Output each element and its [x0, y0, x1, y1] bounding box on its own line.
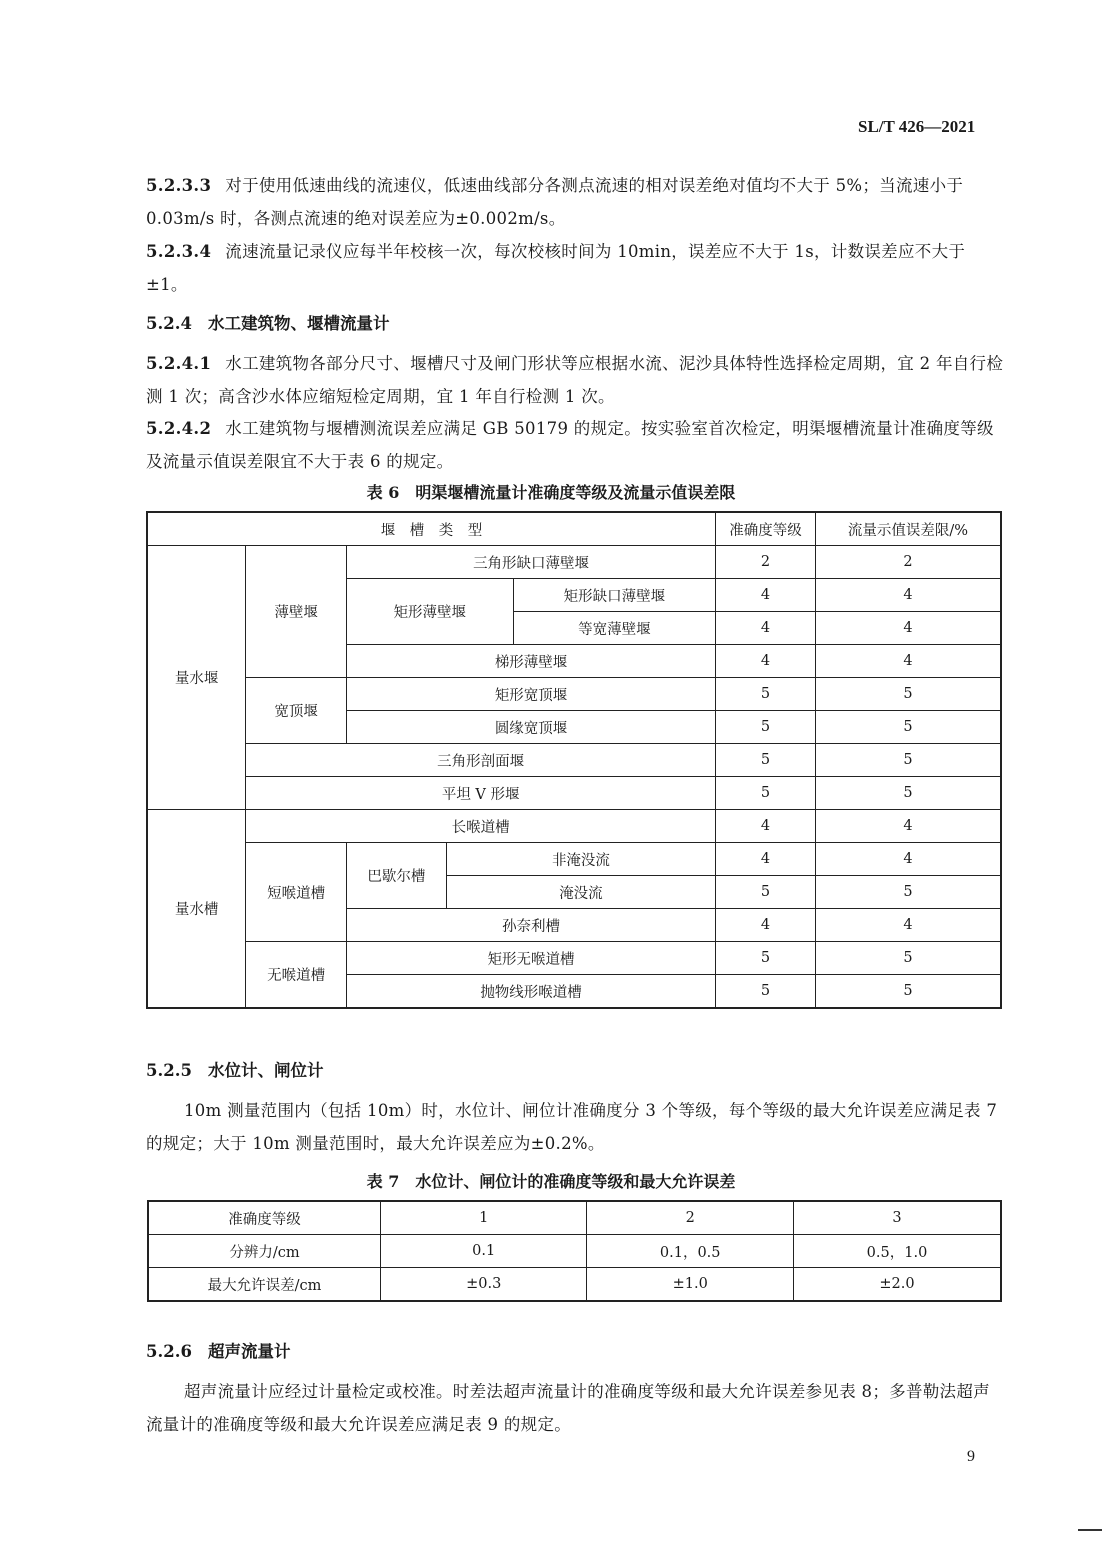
clause-5-2-4-1 — [146, 347, 1004, 413]
clause-text: 对于使用低速曲线的流速仪，低速曲线部分各测点流速的相对误差绝对值均不大于 5%；当流速小于 0.03m/s 时，各测点流速的绝对误差应为±0.002m/s。 — [146, 176, 964, 228]
group-thin: 薄壁堰 — [246, 546, 347, 678]
row-name: 矩形无喉道槽 — [347, 942, 716, 975]
cell: ±0.3 — [380, 1268, 587, 1302]
row-name: 孙奈利槽 — [347, 909, 716, 942]
row-grade: 4 — [716, 645, 816, 678]
row-limit: 5 — [815, 678, 1001, 711]
group-weir: 量水堰 — [147, 546, 246, 810]
row-label: 最大允许误差/cm — [148, 1268, 380, 1302]
cell: 0.1 — [380, 1235, 587, 1268]
row-name: 矩形缺口薄壁堰 — [513, 579, 715, 612]
row-grade: 5 — [716, 711, 816, 744]
row-name: 梯形薄壁堰 — [347, 645, 716, 678]
row-limit: 5 — [815, 876, 1001, 909]
table-row — [147, 942, 1001, 975]
section-heading-5-2-4 — [146, 310, 389, 334]
row-limit: 5 — [815, 744, 1001, 777]
group-flume: 量水槽 — [147, 810, 246, 1009]
cell: 0.5，1.0 — [793, 1235, 1001, 1268]
clause-5-2-4-2 — [146, 412, 1004, 478]
row-grade: 4 — [716, 579, 816, 612]
row-grade: 5 — [716, 975, 816, 1009]
row-label: 分辨力/cm — [148, 1235, 380, 1268]
row-limit: 4 — [815, 612, 1001, 645]
standard-code: SL/T 426—2021 — [858, 117, 976, 136]
clause-5-2-3-4 — [146, 235, 1004, 301]
row-grade: 5 — [716, 942, 816, 975]
clause-text: 水工建筑物与堰槽测流误差应满足 GB 50179 的规定。按实验室首次检定，明渠堰槽流量计准确度等级及流量示值误差限宜不大于表 6 的规定。 — [146, 419, 994, 471]
row-name: 平坦 V 形堰 — [246, 777, 716, 810]
table-row — [147, 744, 1001, 777]
table-row — [147, 546, 1001, 579]
clause-number: 5.2.4.1 — [146, 354, 212, 373]
row-limit: 4 — [815, 909, 1001, 942]
row-name: 圆缘宽顶堰 — [347, 711, 716, 744]
row-name: 三角形缺口薄壁堰 — [347, 546, 716, 579]
header-type: 堰 槽 类 型 — [147, 512, 716, 546]
table-row — [147, 678, 1001, 711]
row-grade: 4 — [716, 909, 816, 942]
clause-5-2-3-3 — [146, 169, 1004, 235]
row-limit: 5 — [815, 975, 1001, 1009]
clause-number: 5.2.4.2 — [146, 419, 212, 438]
page-number: 9 — [967, 1448, 975, 1465]
cell: 1 — [380, 1201, 587, 1235]
table-header-row — [147, 512, 1001, 546]
clause-text: 流速流量记录仪应每半年校核一次，每次校核时间为 10min，误差应不大于 1s，计数误差应不大于±1。 — [146, 242, 966, 294]
group-throatless: 无喉道槽 — [246, 942, 347, 1009]
group-parshall: 巴歇尔槽 — [347, 843, 447, 909]
section-title: 水工建筑物、堰槽流量计 — [207, 314, 390, 333]
row-grade: 4 — [716, 810, 816, 843]
section-number: 5.2.4 — [146, 314, 192, 333]
group-short-throat: 短喉道槽 — [246, 843, 347, 942]
cell: 2 — [587, 1201, 794, 1235]
row-grade: 4 — [716, 843, 816, 876]
row-name: 非淹没流 — [446, 843, 715, 876]
row-limit: 5 — [815, 711, 1001, 744]
section-heading-5-2-6 — [146, 1338, 290, 1362]
row-grade: 4 — [716, 612, 816, 645]
table-row — [148, 1268, 1001, 1302]
table-row — [148, 1201, 1001, 1235]
table-row — [148, 1235, 1001, 1268]
row-limit: 4 — [815, 579, 1001, 612]
section-title: 超声流量计 — [207, 1342, 291, 1361]
row-grade: 5 — [716, 777, 816, 810]
table-row — [147, 843, 1001, 876]
row-limit: 2 — [815, 546, 1001, 579]
paragraph-5-2-6: 超声流量计应经过计量检定或校准。时差法超声流量计的准确度等级和最大允许误差参见表 8；多普勒法超声流量计的准确度等级和最大允许误差应满足表 9 的规定。 — [146, 1382, 990, 1434]
row-limit: 5 — [815, 777, 1001, 810]
cell: 3 — [793, 1201, 1001, 1235]
section-number: 5.2.5 — [146, 1061, 192, 1080]
row-grade: 5 — [716, 678, 816, 711]
row-label: 准确度等级 — [148, 1201, 380, 1235]
row-limit: 4 — [815, 810, 1001, 843]
row-grade: 5 — [716, 744, 816, 777]
row-name: 长喉道槽 — [246, 810, 716, 843]
group-rect-thin: 矩形薄壁堰 — [347, 579, 514, 645]
row-grade: 2 — [716, 546, 816, 579]
row-limit: 4 — [815, 645, 1001, 678]
cell: ±2.0 — [793, 1268, 1001, 1302]
row-name: 等宽薄壁堰 — [513, 612, 715, 645]
table7 — [147, 1200, 1002, 1302]
table-row — [147, 810, 1001, 843]
table6 — [146, 511, 1002, 1009]
row-name: 矩形宽顶堰 — [347, 678, 716, 711]
clause-number: 5.2.3.3 — [146, 176, 212, 195]
cell: 0.1，0.5 — [587, 1235, 794, 1268]
paragraph-5-2-5: 10m 测量范围内（包括 10m）时，水位计、闸位计准确度分 3 个等级，每个等级的最大允许误差应满足表 7 的规定；大于 10m 测量范围时，最大允许误差应为±0.2%。 — [146, 1101, 998, 1153]
row-name: 抛物线形喉道槽 — [347, 975, 716, 1009]
clause-number: 5.2.3.4 — [146, 242, 212, 261]
table7-caption: 表 7 水位计、闸位计的准确度等级和最大允许误差 — [366, 1172, 736, 1191]
header-limit: 流量示值误差限/% — [815, 512, 1001, 546]
row-limit: 5 — [815, 942, 1001, 975]
table6-caption: 表 6 明渠堰槽流量计准确度等级及流量示值误差限 — [366, 483, 736, 502]
row-grade: 5 — [716, 876, 816, 909]
row-name: 淹没流 — [446, 876, 715, 909]
section-title: 水位计、闸位计 — [207, 1061, 324, 1080]
row-name: 三角形剖面堰 — [246, 744, 716, 777]
cell: ±1.0 — [587, 1268, 794, 1302]
table-row — [147, 777, 1001, 810]
section-heading-5-2-5 — [146, 1057, 323, 1081]
header-grade: 准确度等级 — [716, 512, 816, 546]
edge-mark — [1078, 1529, 1102, 1531]
clause-text: 水工建筑物各部分尺寸、堰槽尺寸及闸门形状等应根据水流、泥沙具体特性选择检定周期，宜 2 年自行检测 1 次；高含沙水体应缩短检定周期，宜 1 年自行检测 1 次。 — [146, 354, 1004, 406]
section-number: 5.2.6 — [146, 1342, 192, 1361]
row-limit: 4 — [815, 843, 1001, 876]
group-broad: 宽顶堰 — [246, 678, 347, 744]
